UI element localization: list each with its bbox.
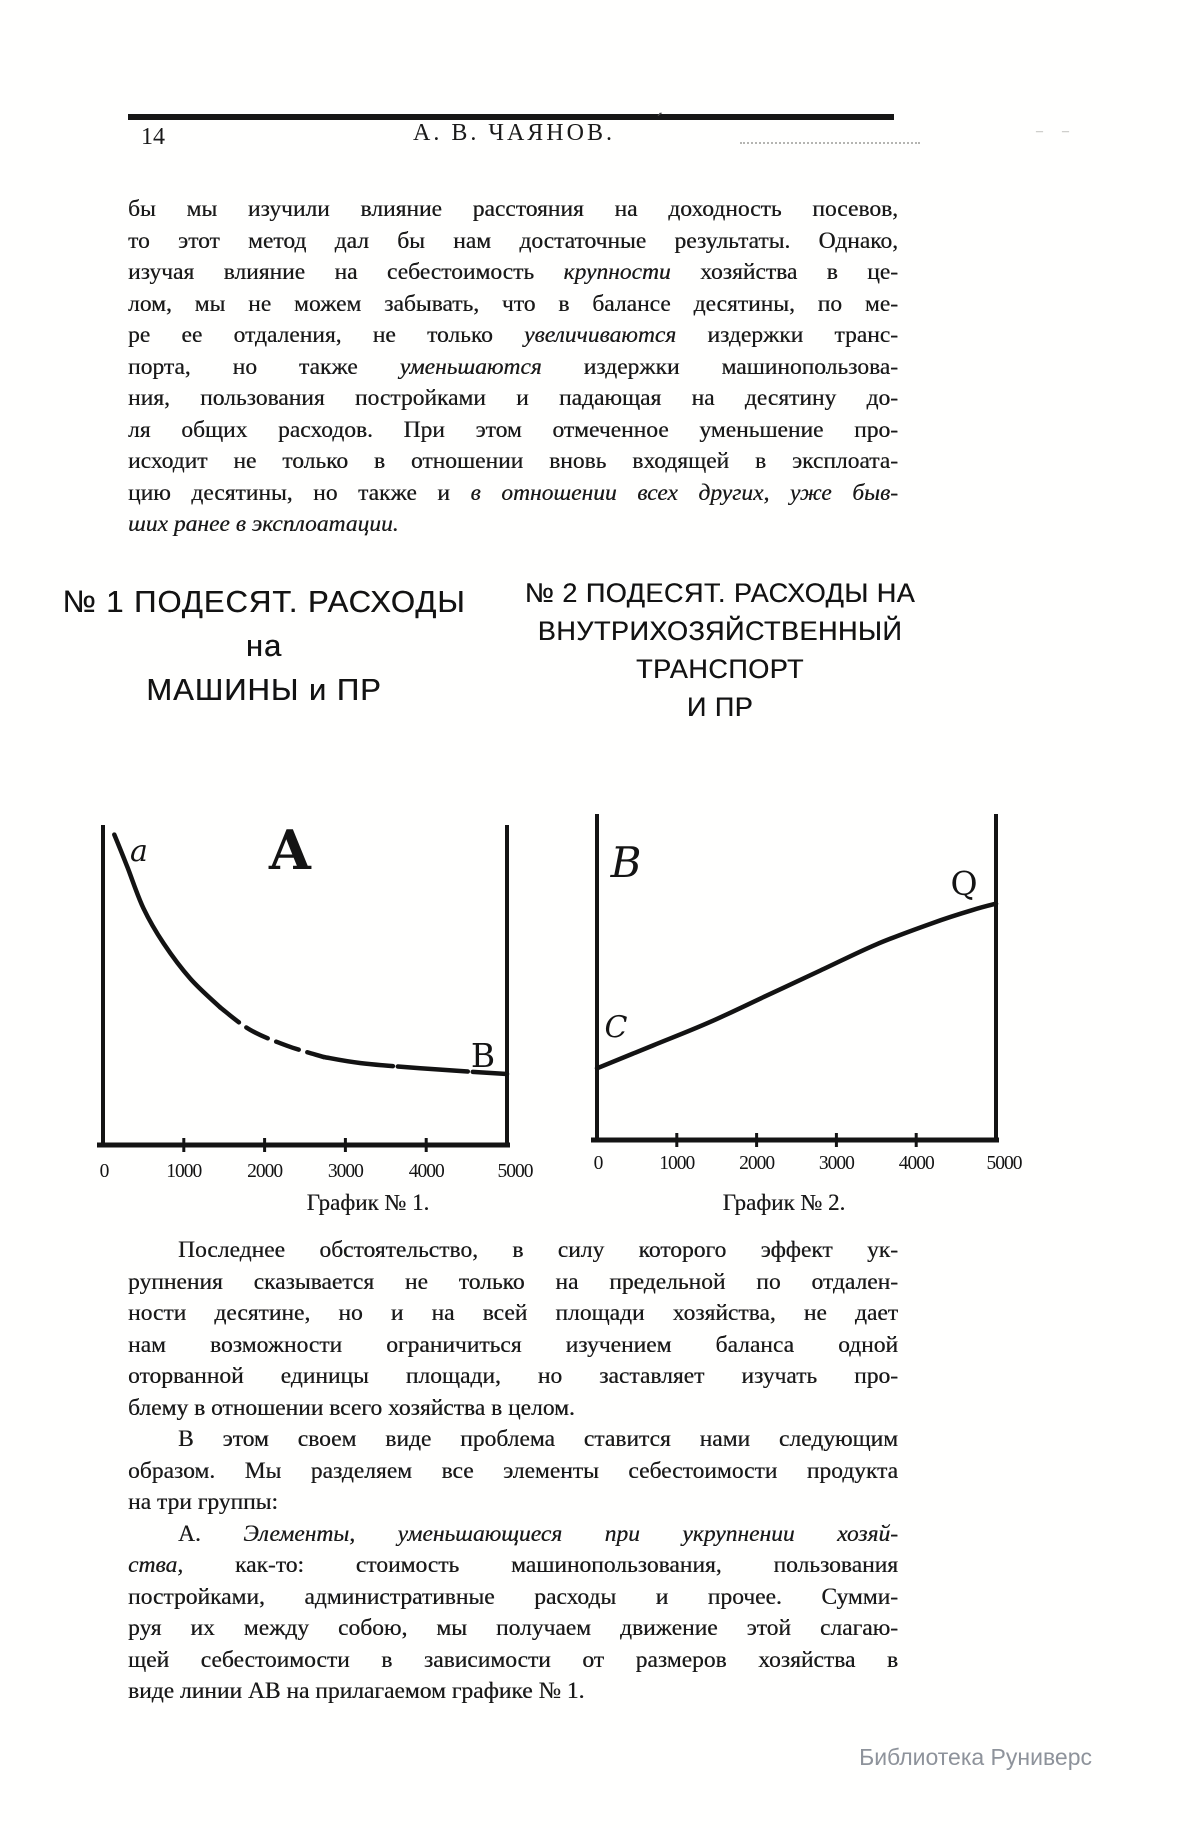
text-run: издержки транс- (676, 322, 898, 348)
x-tick-label: 0 (99, 1161, 109, 1182)
paragraph-block-bottom (128, 1235, 898, 1708)
text-run: В этом своем виде проблема ставится нами следующим (178, 1426, 898, 1452)
x-tick-label: 3000 (327, 1161, 363, 1182)
text-run: образом. Мы разделяем все элементы себестоимости продукта (128, 1457, 898, 1484)
text-line (128, 1582, 898, 1614)
text-line (128, 1613, 898, 1645)
text-line (128, 1330, 898, 1362)
italic-run: уменьшаются (399, 353, 542, 380)
figure-title-line: И ПР (686, 692, 754, 722)
text-line (128, 1487, 898, 1519)
italic-run: ших ранее в эксплоатации. (128, 511, 399, 537)
text-run: лом, мы не можем забывать, что в балансе десятины, по ме- (128, 290, 898, 317)
text-run: как-то: стоимость машинопользования, пользования (183, 1552, 898, 1578)
scan-dotted-mark (740, 142, 920, 144)
figure-title-2 (468, 574, 972, 726)
italic-run: увеличиваются (524, 322, 677, 348)
curve-end-label: В (470, 1036, 496, 1075)
text-line (128, 194, 898, 226)
italic-run: Элементы, уменьшающиеся при укрупнении хозяй- (243, 1520, 898, 1547)
text-run: руя их между собою, мы получаем движение этой слагаю- (128, 1615, 898, 1641)
chart-caption-1: График № 1. (306, 1190, 430, 1215)
text-run: оторванной единицы площади, но заставляет изучать про- (128, 1363, 898, 1389)
curve-start-label: а (130, 834, 148, 869)
text-line (128, 1267, 898, 1299)
text-run: хозяйства в це- (670, 259, 899, 285)
x-tick-label: 1000 (659, 1153, 695, 1174)
text-line (128, 289, 898, 321)
text-run: А. (178, 1520, 244, 1547)
text-line (128, 1424, 898, 1456)
curve-segment (220, 1007, 323, 1057)
x-tick-label: 0 (593, 1153, 603, 1174)
text-run: нам возможности ограничиться изучением баланса одной (128, 1331, 898, 1358)
text-run: блему в отношении всего хозяйства в целом. (128, 1394, 575, 1421)
x-tick-label: 5000 (986, 1153, 1022, 1174)
chart-group-letter: В (610, 838, 642, 887)
chart-caption-2: График № 2. (722, 1190, 846, 1215)
text-line (128, 1298, 898, 1330)
text-run: издержки машинопользова- (541, 353, 898, 380)
x-tick-label: 3000 (818, 1153, 854, 1174)
text-line (128, 257, 898, 289)
x-tick-label: 2000 (247, 1161, 283, 1182)
page-number: 14 (141, 124, 165, 150)
running-title: А. В. ЧАЯНОВ. (413, 120, 615, 146)
graph-2-svg (580, 795, 1030, 1195)
text-line (128, 1361, 898, 1393)
text-run: изучая влияние на себестоимость (128, 259, 564, 285)
paragraph-block-top (128, 194, 898, 541)
text-line (128, 446, 898, 478)
x-tick-label: 5000 (497, 1161, 533, 1182)
figure-title-line: ВНУТРИХОЗЯЙСТВЕННЫЙ ТРАНСПОРТ (537, 616, 903, 684)
x-tick-label: 4000 (898, 1153, 934, 1174)
text-line (128, 415, 898, 447)
text-line (128, 1519, 898, 1551)
text-line (128, 1456, 898, 1488)
text-run: на три группы: (128, 1489, 278, 1515)
text-run: виде линии АВ на прилагаемом графике № 1. (128, 1678, 585, 1704)
scan-speck-mark: ´ (656, 108, 664, 133)
italic-run: в отношении всех других, уже быв- (470, 479, 898, 506)
text-run: ля общих расходов. При этом отмеченное уменьшение про- (128, 416, 898, 443)
text-run: то этот метод дал бы нам достаточные результаты. Однако, (128, 227, 898, 254)
curve-start-label: С (604, 1010, 628, 1045)
paragraph (128, 1424, 898, 1519)
curve-end-label: Q (950, 864, 978, 903)
paragraph (128, 194, 898, 541)
text-run: порта, но также (128, 353, 400, 380)
text-line (128, 1645, 898, 1677)
text-run: рупнения сказывается не только на предельной по отдален- (128, 1268, 898, 1295)
text-line (128, 226, 898, 258)
text-line (128, 1550, 898, 1582)
text-line (128, 1676, 898, 1708)
text-line (128, 478, 898, 510)
italic-run: ства, (128, 1552, 184, 1578)
paragraph (128, 1519, 898, 1708)
text-run: щей себестоимости в зависимости от размеров хозяйства в (128, 1646, 898, 1673)
text-line (128, 383, 898, 415)
text-run: ния, пользования постройками и падающая на десятину до- (128, 385, 898, 411)
text-line (128, 1235, 898, 1267)
paragraph (128, 1235, 898, 1424)
x-tick-label: 4000 (408, 1161, 444, 1182)
text-line (128, 509, 898, 541)
text-run: ре ее отдаления, не только (128, 322, 525, 348)
graph-1-svg (85, 805, 545, 1200)
x-tick-label: 2000 (739, 1153, 775, 1174)
text-line (128, 1393, 898, 1425)
chart-group-letter: А (268, 818, 312, 882)
figure-title-line: МАШИНЫ и ПР (146, 672, 382, 707)
text-run: бы мы изучили влияние расстояния на доходность посевов, (128, 196, 898, 222)
footer-watermark: Библиотека Руниверс (859, 1744, 1092, 1770)
text-run: постройками, административные расходы и прочее. Сумми- (128, 1583, 898, 1610)
text-run: Последнее обстоятельство, в силу которого эффект ук- (178, 1237, 898, 1263)
figure-title-line: № 1 ПОДЕСЯТ. РАСХОДЫ на (62, 584, 466, 663)
scan-edge-mark: ‒ ‒ (1036, 124, 1073, 139)
text-line (128, 320, 898, 352)
text-run: ности десятине, но и на всей площади хозяйства, не дает (128, 1300, 898, 1326)
figure-title-line: № 2 ПОДЕСЯТ. РАСХОДЫ НА (524, 578, 916, 608)
text-line (128, 352, 898, 384)
italic-run: крупности (563, 259, 671, 285)
text-run: цию десятины, но также и (128, 479, 471, 506)
x-tick-label: 1000 (166, 1161, 202, 1182)
curve-segment (597, 904, 996, 1069)
text-run: исходит не только в отношении вновь входящей в эксплоата- (128, 448, 898, 474)
figure-title-1 (62, 580, 466, 712)
